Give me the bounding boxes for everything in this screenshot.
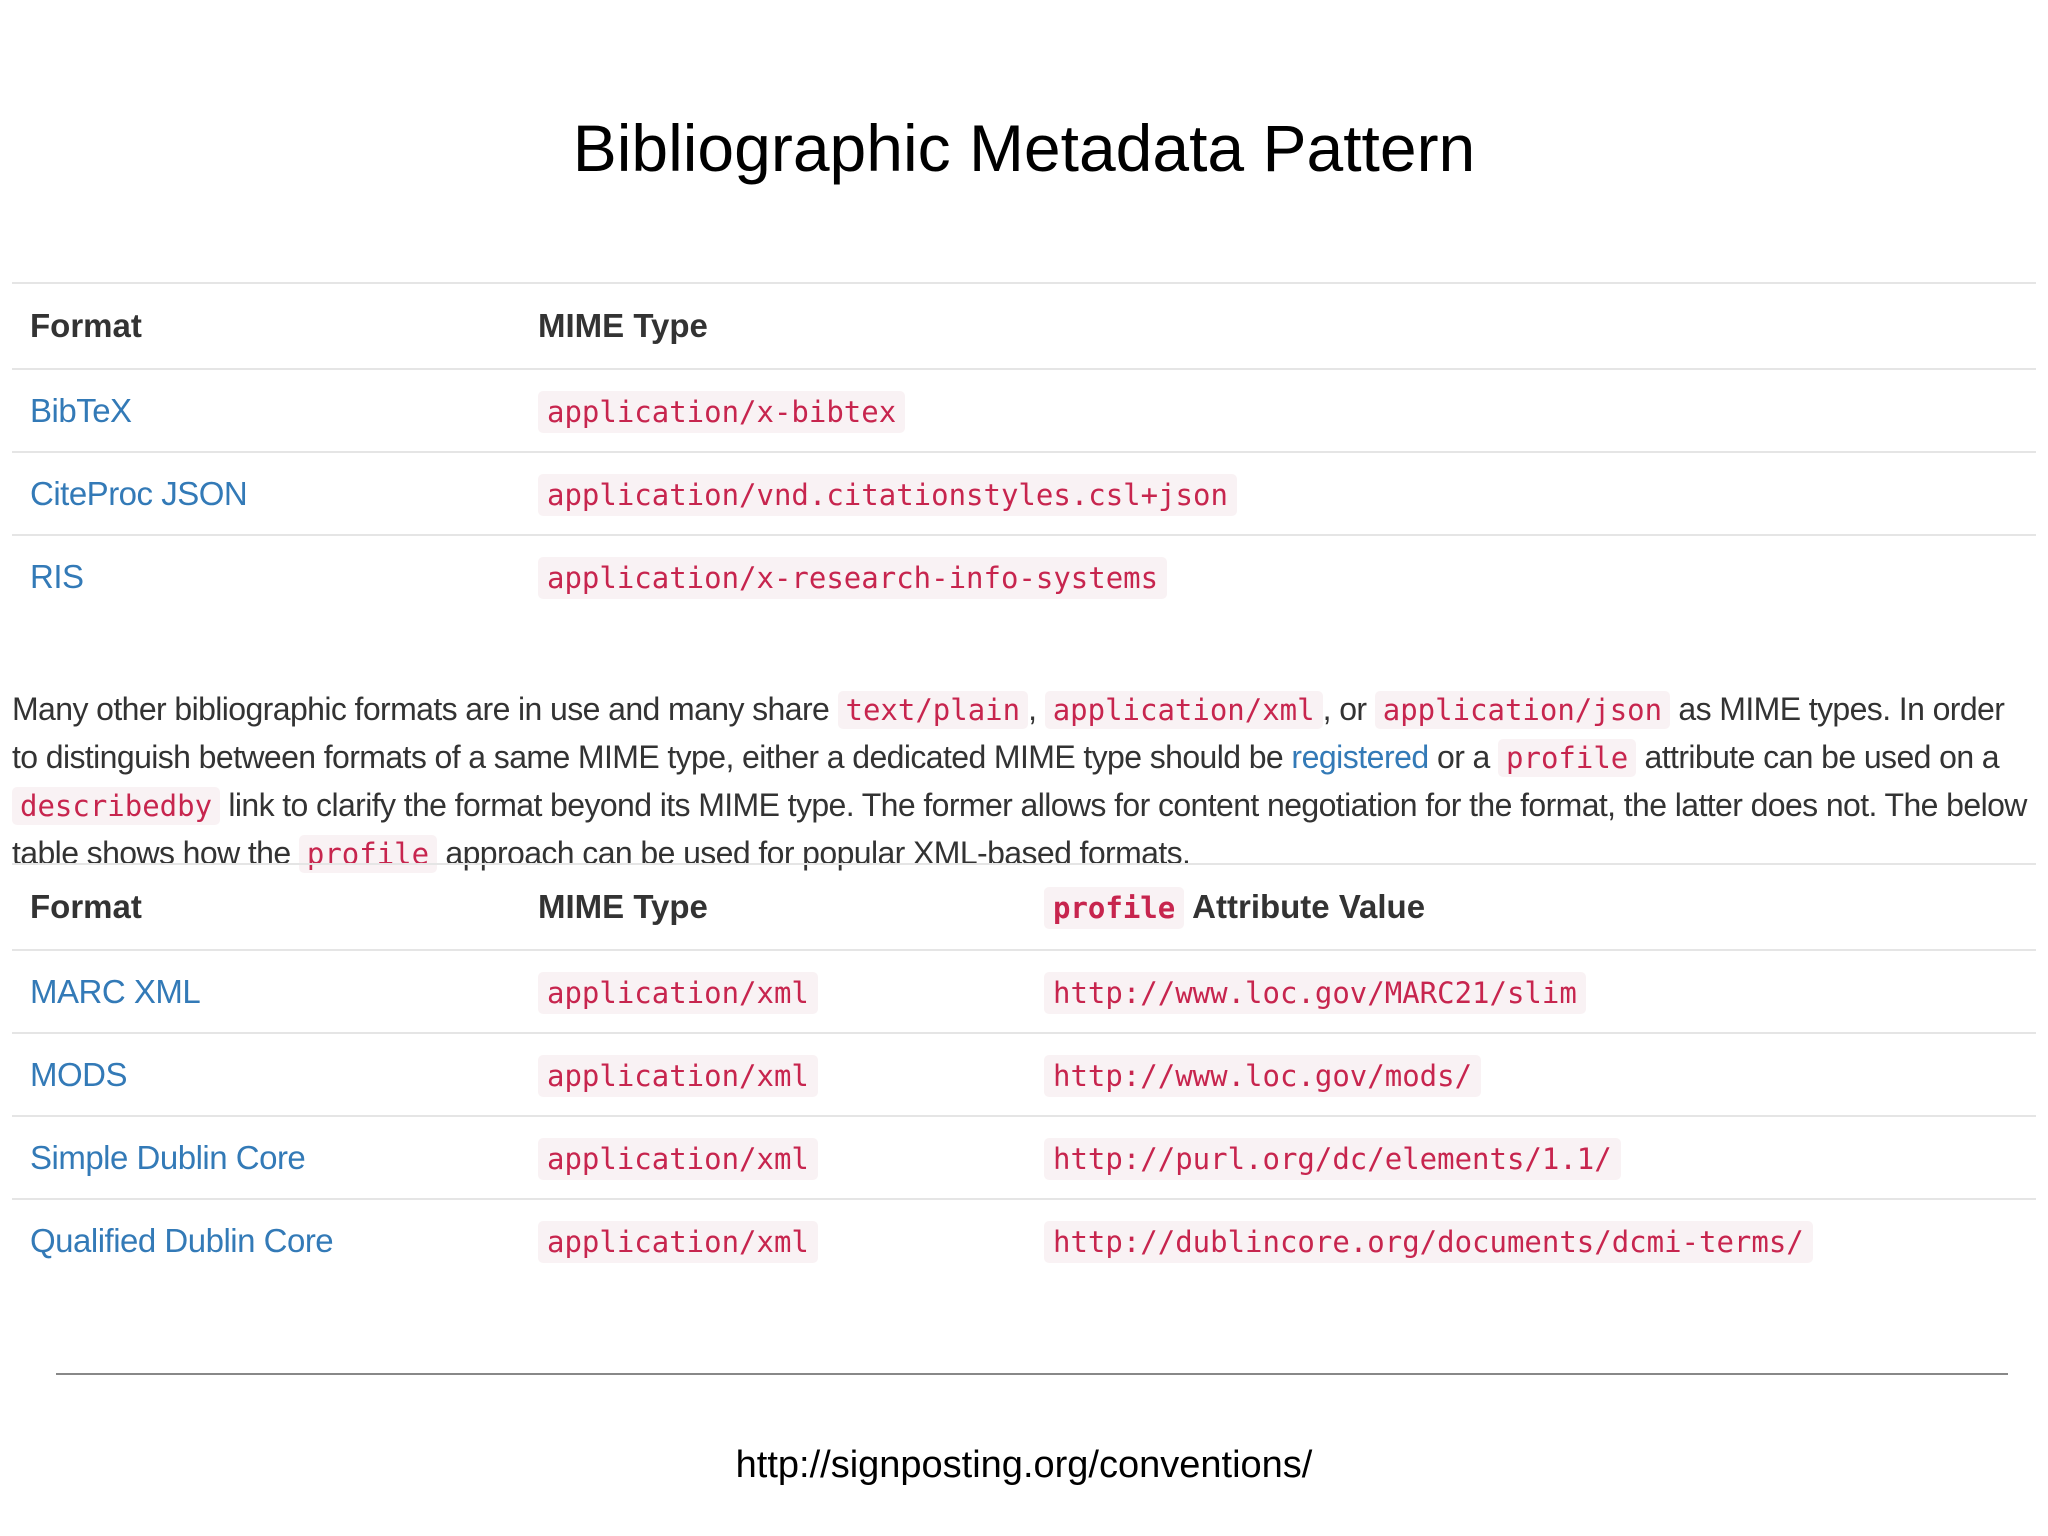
table-row (12, 369, 2036, 452)
inline-code: describedby (12, 787, 220, 825)
profile-value: http://dublincore.org/documents/dcmi-terms/ (1044, 1221, 1813, 1263)
registered-link[interactable]: registered (1291, 739, 1429, 775)
table-row (12, 452, 2036, 535)
mime-type-table (12, 282, 2036, 617)
inline-code: profile (1044, 887, 1184, 929)
table-row (12, 1199, 2036, 1281)
inline-code: profile (1498, 739, 1636, 777)
profile-value: http://www.loc.gov/MARC21/slim (1044, 972, 1586, 1014)
paragraph-text: as MIME types. In order to distinguish between formats of a same MIME type, either a dedicated MIME type should be (12, 691, 2005, 775)
paragraph-text: , or (1322, 691, 1375, 727)
paragraph-text: approach can be used for popular XML-based formats. (437, 835, 1191, 871)
mime-type-value: application/x-research-info-systems (538, 557, 1167, 599)
format-column-header: Format (12, 864, 520, 950)
profile-value: http://purl.org/dc/elements/1.1/ (1044, 1138, 1621, 1180)
mime-column-header: MIME Type (520, 864, 1026, 950)
table-row (12, 1116, 2036, 1199)
format-link-citeproc-json[interactable]: CiteProc JSON (30, 474, 248, 512)
mime-type-value: application/x-bibtex (538, 391, 905, 433)
mime-type-value: application/xml (538, 1221, 818, 1263)
format-link-marc-xml[interactable]: MARC XML (30, 972, 201, 1010)
explanation-paragraph (12, 686, 2032, 878)
footer-divider (56, 1373, 2008, 1375)
profile-column-header (1026, 864, 2036, 950)
format-link-mods[interactable]: MODS (30, 1055, 127, 1093)
inline-code: application/xml (1045, 691, 1323, 729)
inline-code: profile (299, 835, 437, 873)
paragraph-text: , (1028, 691, 1045, 727)
format-link-qualified-dublin-core[interactable]: Qualified Dublin Core (30, 1221, 334, 1259)
paragraph-text: Many other bibliographic formats are in use and many share (12, 691, 838, 727)
paragraph-text: or a (1428, 739, 1499, 775)
table-header-row (12, 283, 2036, 369)
table-row (12, 950, 2036, 1033)
format-link-ris[interactable]: RIS (30, 557, 84, 595)
profile-header-text: Attribute Value (1192, 888, 1426, 925)
mime-type-value: application/xml (538, 1138, 818, 1180)
paragraph-text: attribute can be used on a (1636, 739, 2000, 775)
mime-type-value: application/vnd.citationstyles.csl+json (538, 474, 1237, 516)
slide-title: Bibliographic Metadata Pattern (572, 111, 1476, 185)
format-link-simple-dublin-core[interactable]: Simple Dublin Core (30, 1138, 306, 1176)
source-url: http://signposting.org/conventions/ (735, 1444, 1313, 1486)
inline-code: text/plain (838, 691, 1029, 729)
inline-code: application/json (1375, 691, 1670, 729)
format-column-header: Format (12, 283, 520, 369)
profile-attribute-table (12, 863, 2036, 1281)
mime-type-value: application/xml (538, 972, 818, 1014)
table-row (12, 535, 2036, 617)
mime-column-header: MIME Type (520, 283, 2036, 369)
mime-type-value: application/xml (538, 1055, 818, 1097)
profile-value: http://www.loc.gov/mods/ (1044, 1055, 1481, 1097)
format-link-bibtex[interactable]: BibTeX (30, 391, 132, 429)
paragraph-text: link to clarify the format beyond its MIME type. The former allows for content negotiation for the format, the latter does not. The below table shows how the (12, 787, 2027, 871)
table-row (12, 1033, 2036, 1116)
table-header-row (12, 864, 2036, 950)
